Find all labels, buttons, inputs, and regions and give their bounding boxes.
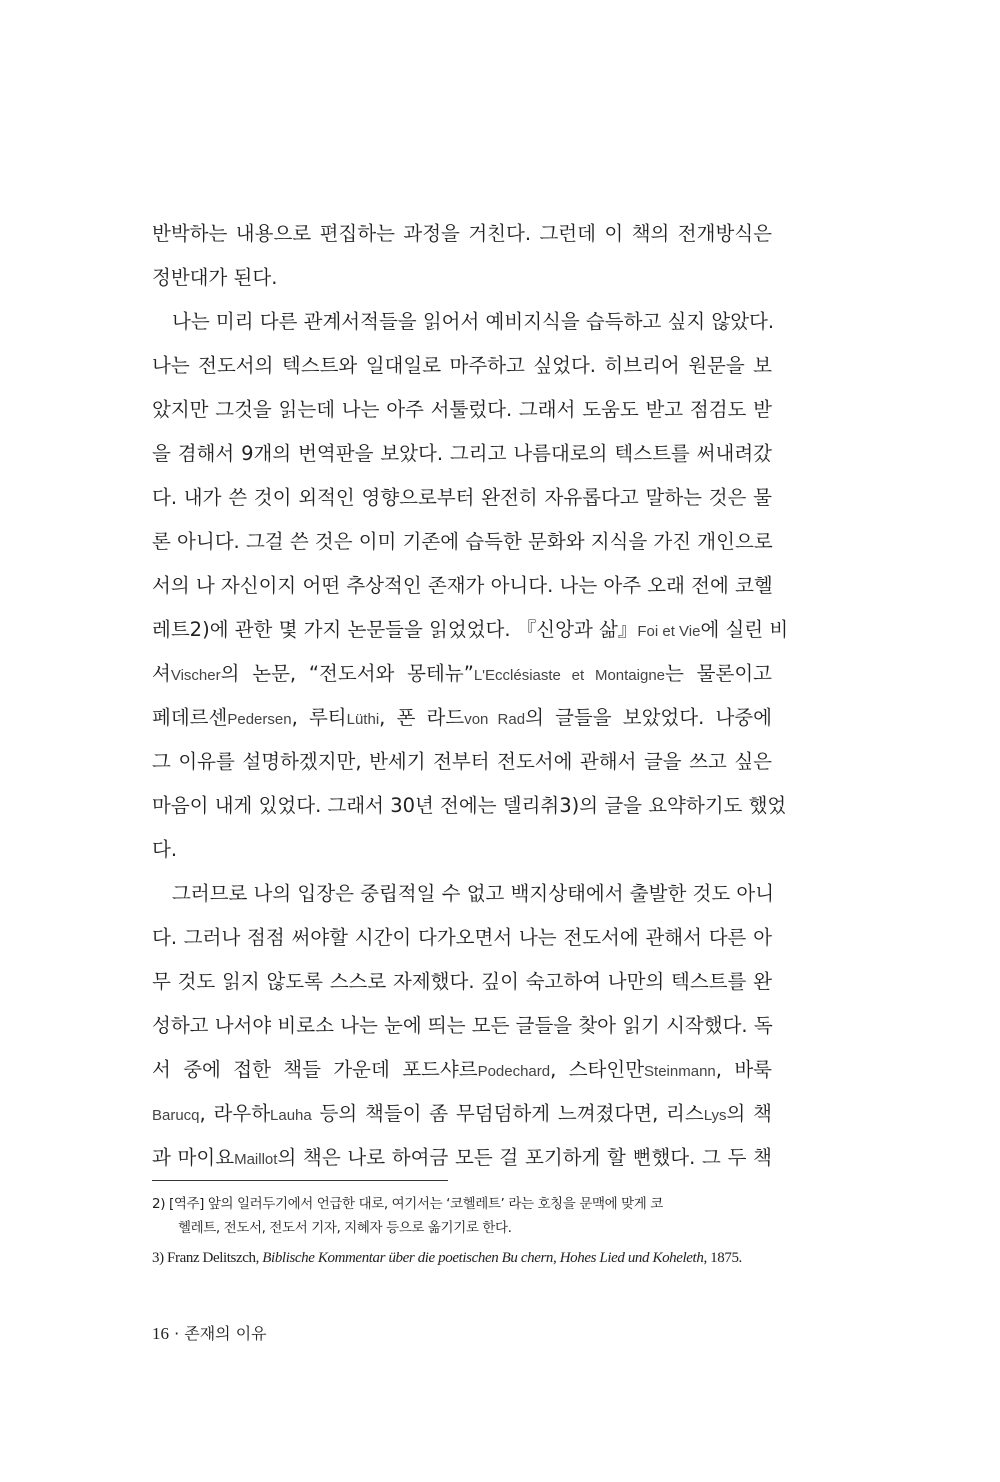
page-number: 16 [152,1324,169,1343]
footnote-2: 2) [역주] 앞의 일러두기에서 언급한 대로, 여기서는 ‘코헬레트’ 라는 호칭을 문맥에 맞게 코 [152,1196,663,1212]
text-line: 정반대가 된다. [152,266,278,289]
text-line: 았지만 그것을 읽는데 나는 아주 서툴렀다. 그래서 도움도 받고 점검도 받 [152,398,772,421]
text-line: 반박하는 내용으로 편집하는 과정을 거친다. 그런데 이 책의 전개방식은 [152,222,772,245]
running-title: · 존재의 이유 [169,1324,267,1343]
text-line: 페데르센Pedersen, 루티Lüthi, 폰 라드von Rad의 글들을 보았었다. 나중에 [152,706,772,729]
text-line: 과 마이요Maillot의 책은 나로 하여금 모든 걸 포기하게 할 뻔했다. 그 두 책 [152,1146,773,1169]
text-line: 을 겸해서 9개의 번역판을 보았다. 그리고 나름대로의 텍스트를 써내려갔 [152,442,772,465]
text-line: 그 이유를 설명하겠지만, 반세기 전부터 전도서에 관해서 글을 쓰고 싶은 [152,750,772,773]
text-line: 무 것도 읽지 않도록 스스로 자제했다. 깊이 숙고하여 나만의 텍스트를 완 [152,970,772,993]
text-line: 그러므로 나의 입장은 중립적일 수 없고 백지상태에서 출발한 것도 아니 [172,882,775,905]
text-line: 서 중에 접한 책들 가운데 포드샤르Podechard, 스타인만Steinmann, 바룩 [152,1058,773,1081]
text-line: 나는 미리 다른 관계서적들을 읽어서 예비지식을 습득하고 싶지 않았다. [172,310,775,333]
text-line: 다. [152,838,178,861]
footnote-divider [152,1180,448,1181]
text-line: 다. 내가 쓴 것이 외적인 영향으로부터 완전히 자유롭다고 말하는 것은 물 [152,486,772,509]
page-folio [152,1321,267,1344]
text-line: 레트2)에 관한 몇 가지 논문들을 읽었었다. 『신앙과 삶』Foi et Vie에 실린 비 [152,618,789,641]
text-line: 론 아니다. 그걸 쓴 것은 이미 기존에 습득한 문화와 지식을 가진 개인으로 [152,530,773,553]
text-line: 나는 전도서의 텍스트와 일대일로 마주하고 싶었다. 히브리어 원문을 보 [152,354,772,377]
text-line: 셔Vischer의 논문, “전도서와 몽테뉴”L'Ecclésiaste et Montaigne는 물론이고 [152,662,773,685]
footnote-2-continued: 헬레트, 전도서, 전도서 기자, 지혜자 등으로 옮기기로 한다. [178,1220,512,1236]
text-line: 마음이 내게 있었다. 그래서 30년 전에는 델리취3)의 글을 요약하기도 했었 [152,794,787,817]
text-line: 성하고 나서야 비로소 나는 눈에 띄는 모든 글들을 찾아 읽기 시작했다. 독 [152,1014,773,1037]
text-line: 다. 그러나 점점 써야할 시간이 다가오면서 나는 전도서에 관해서 다른 아 [152,926,772,949]
text-line: 서의 나 자신이지 어떤 추상적인 존재가 아니다. 나는 아주 오래 전에 코헬 [152,574,773,597]
footnote-3: 3) Franz Delitszch, Biblische Kommentar über die poetischen Bu chern, Hohes Lied und Koheleth, 1875. [152,1250,742,1266]
text-line: Barucq, 라우하Lauha 등의 책들이 좀 무덤덤하게 느껴졌다면, 리스Lys의 책 [152,1102,772,1125]
